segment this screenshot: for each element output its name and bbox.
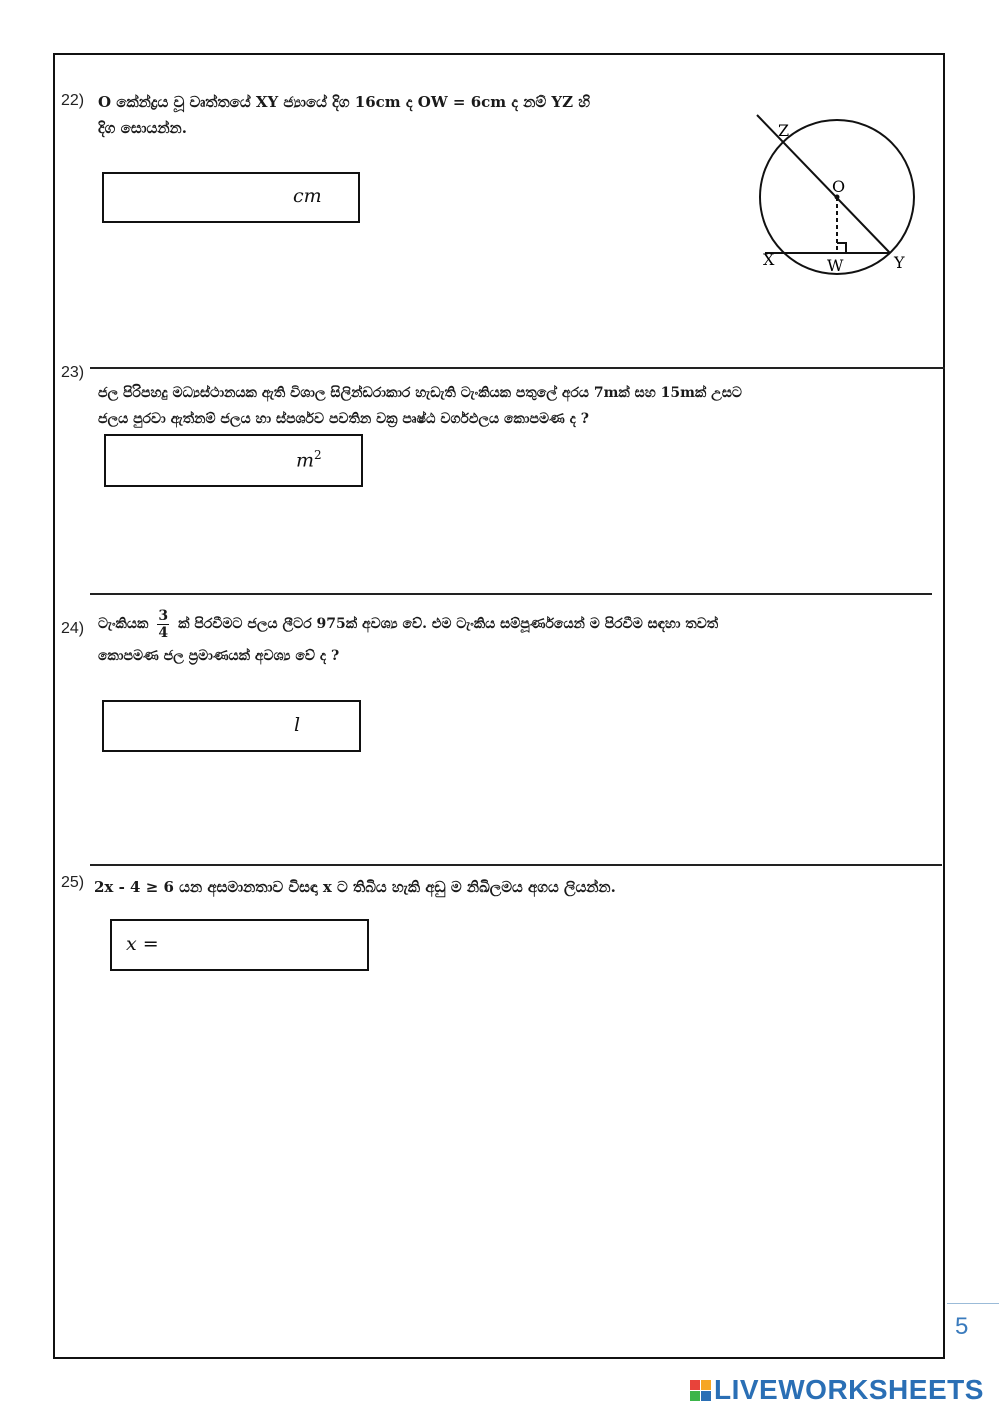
q24-number: 24) — [61, 620, 85, 637]
page-number-rule — [947, 1303, 999, 1304]
page-number: 5 — [955, 1313, 969, 1340]
q22-text-line2: දිග සොයන්න. — [98, 119, 187, 137]
q23-unit-base: m — [296, 449, 315, 472]
brand-logo-icon — [690, 1380, 711, 1401]
right-angle-mark — [837, 243, 846, 253]
q22-answer-input[interactable] — [108, 178, 354, 217]
q25-answer-box[interactable] — [110, 919, 369, 971]
q23-number: 23) — [61, 364, 85, 381]
q25-answer-input[interactable] — [172, 925, 363, 965]
divider-24 — [90, 593, 932, 595]
q24-text — [98, 604, 938, 668]
q25-number: 25) — [61, 874, 85, 891]
q24-text-line2: කොපමණ ජල ප්‍රමාණයක් අවශ්‍ය වේ ද ? — [98, 648, 340, 664]
q22-unit: cm — [293, 185, 322, 207]
circle-diagram — [745, 105, 925, 280]
label-o: O — [832, 177, 846, 196]
label-z: Z — [778, 121, 790, 140]
q22-number: 22) — [61, 92, 85, 109]
divider-25 — [90, 864, 942, 866]
brand-name: LIVEWORKSHEETS — [714, 1374, 984, 1405]
divider-23 — [90, 367, 945, 369]
q24-text-pre: ටැංකියක — [98, 616, 149, 632]
q24-frac-den: 4 — [158, 624, 169, 641]
q24-fraction — [157, 609, 169, 640]
q23-text — [98, 380, 938, 432]
line-zy — [757, 115, 890, 253]
q23-answer-input[interactable] — [110, 440, 357, 481]
label-w: W — [827, 256, 844, 275]
q23-unit-exponent: 2 — [314, 448, 322, 462]
q24-frac-num: 3 — [158, 607, 169, 624]
q23-text-line2: ජලය පුරවා ඇත්නම් ජලය හා ස්පර්ශව පවතින වක්‍ර පෘෂ්ඨ වර්ගඵලය කොපමණ ද ? — [98, 411, 589, 427]
label-y: Y — [894, 253, 905, 272]
q24-answer-box[interactable] — [102, 700, 361, 752]
q24-answer-input[interactable] — [108, 706, 355, 746]
brand-logo[interactable] — [690, 1374, 984, 1406]
q23-answer-box[interactable] — [104, 434, 363, 487]
q25-text: 2x - 4 ≥ 6 යන අසමානතාව විසඳා x ට තිබිය හැකි අඩු ම නිඛිලමය අගය ලියන්න. — [94, 878, 616, 896]
q22-answer-box[interactable] — [102, 172, 360, 223]
q22-text — [98, 89, 698, 141]
q25-unit: x = — [126, 933, 159, 955]
q23-text-line1: ජල පිරිපහදු මධ්‍යස්ථානයක ඇති විශාල සිලින්ඩරාකාර හැඩැති ටැංකියක පතුලේ අරය 7mක් සහ 15mක් උසට — [98, 385, 742, 401]
q24-unit: l — [294, 714, 301, 736]
q24-text-post: ක් පිරවීමට ජලය ලීටර 975ක් අවශ්‍ය වේ. එම ටැංකිය සම්පූර්ණයෙන් ම පිරවීම සඳහා තවත් — [178, 616, 719, 632]
q22-text-line1: O කේන්ද්‍රය වූ වෘත්තයේ XY ජ්‍යායේ දිග 16cm ද OW = 6cm ද නම් YZ හි — [98, 93, 591, 111]
label-x: X — [763, 250, 775, 269]
q24-text-line1 — [98, 604, 938, 644]
